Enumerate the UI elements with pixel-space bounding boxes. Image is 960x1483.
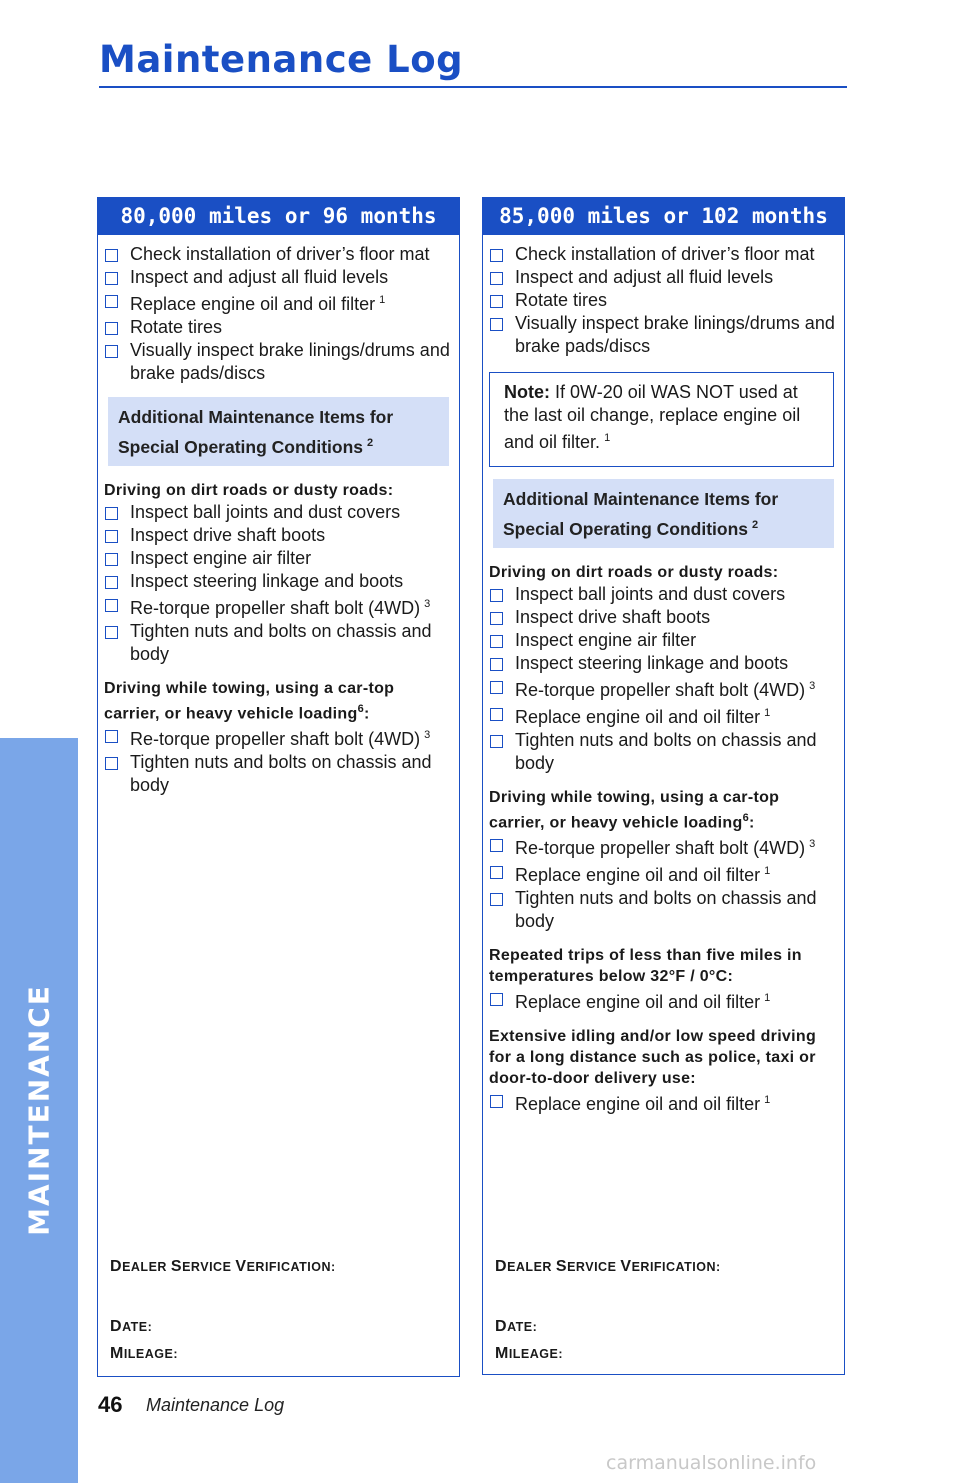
- condition-heading-text: Repeated trips of less than five miles in temperatures below 32°F / 0°C:: [489, 947, 802, 986]
- checklist-item-text: Inspect and adjust all fluid levels: [130, 267, 389, 287]
- colon: :: [364, 705, 370, 723]
- checklist-item: [489, 702, 838, 729]
- column-header: 80,000 miles or 96 months: [97, 197, 460, 235]
- checklist-item: [104, 339, 453, 385]
- dealer-verification-label: [110, 1258, 336, 1276]
- checklist-item-text: Inspect ball joints and dust covers: [515, 583, 786, 604]
- checklist-item-text: Inspect steering linkage and boots: [130, 570, 404, 591]
- checklist-item-text: Tighten nuts and bolts on chassis and body: [130, 620, 432, 664]
- checklist-item-text: Tighten nuts and bolts on chassis and body: [515, 888, 817, 932]
- checklist-item-text: Re-torque propeller shaft bolt (4WD): [515, 679, 806, 700]
- watermark: carmanualsonline.info: [606, 1452, 817, 1474]
- checklist-item-text: Inspect engine air filter: [130, 547, 312, 568]
- condition-heading: [489, 945, 838, 987]
- footnote-ref: 1: [764, 1094, 771, 1107]
- checkbox-icon[interactable]: [105, 295, 118, 308]
- mileage-label: [110, 1345, 178, 1363]
- column-body: [483, 235, 844, 1116]
- checklist-item-text: Replace engine oil and oil filter: [515, 992, 761, 1013]
- colon: :: [749, 814, 755, 832]
- checklist-item-text: Inspect steering linkage and boots: [515, 652, 789, 673]
- date-text: DATE:: [495, 1318, 538, 1335]
- condition-heading: [104, 678, 453, 724]
- checklist-item: [489, 1089, 838, 1116]
- mileage-label: [495, 1345, 563, 1363]
- dealer-verification-text: DEALER SERVICE VERIFICATION:: [110, 1258, 336, 1275]
- checklist-item-text: Tighten nuts and bolts on chassis and body: [130, 752, 432, 796]
- checkbox-icon[interactable]: [105, 345, 118, 358]
- checkbox-icon[interactable]: [490, 635, 503, 648]
- footnote-ref: 3: [809, 838, 816, 851]
- checklist-item: [489, 860, 838, 887]
- checklist-item-text: Re-torque propeller shaft bolt (4WD): [515, 838, 806, 859]
- footnote-ref: 3: [424, 597, 431, 610]
- checkbox-icon[interactable]: [105, 507, 118, 520]
- condition-heading: [489, 562, 838, 583]
- checklist-item: [104, 593, 453, 620]
- checkbox-icon[interactable]: [105, 626, 118, 639]
- checkbox-icon[interactable]: [490, 893, 503, 906]
- footnote-ref: 2: [752, 519, 759, 531]
- mileage-text: MILEAGE:: [110, 1345, 179, 1362]
- footnote-ref: 2: [367, 437, 374, 449]
- checklist-item: [489, 629, 838, 652]
- condition-heading: [489, 1026, 838, 1089]
- checklist-item: [489, 243, 838, 266]
- checklist-item: [489, 887, 838, 933]
- footnote-ref: 6: [357, 702, 364, 715]
- footnote-ref: 3: [424, 729, 431, 742]
- checkbox-icon[interactable]: [105, 757, 118, 770]
- checklist-item-text: Rotate tires: [130, 317, 223, 337]
- checkbox-icon[interactable]: [490, 1095, 503, 1108]
- footnote-ref: 1: [379, 294, 386, 306]
- checklist-item: [104, 620, 453, 666]
- checkbox-icon[interactable]: [490, 993, 503, 1006]
- checklist-item-text: Inspect and adjust all fluid levels: [515, 267, 774, 287]
- column-header: 85,000 miles or 102 months: [482, 197, 845, 235]
- checklist-item: [489, 312, 838, 358]
- footnote-ref: 1: [604, 432, 611, 444]
- checkbox-icon[interactable]: [490, 272, 503, 285]
- checklist-item-text: Re-torque propeller shaft bolt (4WD): [130, 597, 421, 618]
- additional-items-box: [493, 479, 834, 548]
- checklist-item: [104, 316, 453, 339]
- checklist-item-text: Visually inspect brake linings/drums and brake pads/discs: [515, 313, 835, 356]
- checklist-item: [489, 289, 838, 312]
- checklist-item-text: Visually inspect brake linings/drums and brake pads/discs: [130, 340, 450, 383]
- additional-items-box: [108, 397, 449, 466]
- checklist-item: [104, 266, 453, 289]
- checkbox-icon[interactable]: [105, 599, 118, 612]
- condition-groups: [104, 480, 453, 797]
- log-column-85k: [482, 197, 845, 1375]
- checklist-item-text: Rotate tires: [515, 290, 608, 310]
- checklist-item: [104, 724, 453, 751]
- checklist-item: [104, 570, 453, 593]
- date-label: [110, 1318, 152, 1336]
- checklist-item: [104, 243, 453, 266]
- checklist-item: [104, 547, 453, 570]
- condition-heading: [489, 787, 838, 833]
- note-label: Note:: [504, 382, 550, 402]
- checklist-item-text: Re-torque propeller shaft bolt (4WD): [130, 729, 421, 750]
- footnote-ref: 1: [764, 865, 771, 878]
- checklist-item-text: Replace engine oil and oil filter: [515, 1094, 761, 1115]
- checklist-item-text: Replace engine oil and oil filter: [515, 865, 761, 886]
- footnote-ref: 1: [764, 706, 771, 719]
- checklist-item-text: Inspect engine air filter: [515, 629, 697, 650]
- mileage-text: MILEAGE:: [495, 1345, 564, 1362]
- checklist-item-text: Check installation of driver’s floor mat: [130, 244, 430, 264]
- dealer-verification-text: DEALER SERVICE VERIFICATION:: [495, 1258, 721, 1275]
- checklist-item: [489, 652, 838, 675]
- log-column-80k: [97, 197, 460, 1377]
- item-list: [104, 243, 453, 385]
- checkbox-icon[interactable]: [490, 589, 503, 602]
- condition-groups: [489, 562, 838, 1116]
- checkbox-icon[interactable]: [490, 318, 503, 331]
- note-box: [489, 372, 834, 467]
- checklist-item: [104, 289, 453, 316]
- condition-heading-text: Driving while towing, using a car-top carrier, or heavy vehicle loading: [104, 679, 395, 723]
- additional-items-title: Additional Maintenance Items for Special Operating Conditions: [118, 407, 394, 457]
- checkbox-icon[interactable]: [490, 658, 503, 671]
- checklist-item: [489, 675, 838, 702]
- checklist-item: [489, 987, 838, 1014]
- checkbox-icon[interactable]: [490, 708, 503, 721]
- condition-heading-text: Extensive idling and/or low speed driving for a long distance such as police, taxi or door-to-door delivery use:: [489, 1028, 817, 1088]
- condition-heading-text: Driving on dirt roads or dusty roads:: [489, 563, 779, 581]
- checklist-item: [104, 524, 453, 547]
- title-divider: [99, 86, 847, 88]
- checkbox-icon[interactable]: [490, 612, 503, 625]
- item-list: [489, 243, 838, 358]
- checklist-item-text: Replace engine oil and oil filter: [130, 294, 376, 314]
- condition-heading-text: Driving on dirt roads or dusty roads:: [104, 481, 394, 499]
- checkbox-icon[interactable]: [490, 681, 503, 694]
- checkbox-icon[interactable]: [490, 295, 503, 308]
- page-title: Maintenance Log: [99, 38, 464, 81]
- side-tab-label: MAINTENANCE: [22, 984, 56, 1236]
- checklist-item-text: Inspect ball joints and dust covers: [130, 501, 401, 522]
- checklist-item-text: Inspect drive shaft boots: [130, 524, 326, 545]
- additional-items-title: Additional Maintenance Items for Special Operating Conditions: [503, 489, 779, 539]
- checklist-item: [489, 583, 838, 606]
- footnote-ref: 1: [764, 992, 771, 1005]
- checklist-item-text: Check installation of driver’s floor mat: [515, 244, 815, 264]
- checklist-item: [489, 729, 838, 775]
- checkbox-icon[interactable]: [105, 730, 118, 743]
- page-number: 46: [98, 1392, 123, 1417]
- checkbox-icon[interactable]: [490, 866, 503, 879]
- checkbox-icon[interactable]: [105, 576, 118, 589]
- checkbox-icon[interactable]: [105, 322, 118, 335]
- dealer-verification-label: [495, 1258, 721, 1276]
- condition-heading-text: Driving while towing, using a car-top carrier, or heavy vehicle loading: [489, 788, 780, 832]
- footnote-ref: 6: [742, 811, 749, 824]
- checklist-item: [489, 266, 838, 289]
- checkbox-icon[interactable]: [105, 272, 118, 285]
- checkbox-icon[interactable]: [490, 735, 503, 748]
- note-text: If 0W-20 oil WAS NOT used at the last oil change, replace engine oil and oil filter.: [504, 382, 801, 452]
- checklist-item: [489, 606, 838, 629]
- footnote-ref: 3: [809, 679, 816, 692]
- footer-section-title: Maintenance Log: [146, 1395, 285, 1415]
- condition-heading: [104, 480, 453, 501]
- checklist-item: [104, 501, 453, 524]
- checklist-item-text: Inspect drive shaft boots: [515, 606, 711, 627]
- checklist-item: [489, 833, 838, 860]
- checkbox-icon[interactable]: [105, 249, 118, 262]
- checkbox-icon[interactable]: [105, 530, 118, 543]
- checklist-item-text: Tighten nuts and bolts on chassis and body: [515, 729, 817, 773]
- checkbox-icon[interactable]: [490, 249, 503, 262]
- checklist-item: [104, 751, 453, 797]
- date-text: DATE:: [110, 1318, 153, 1335]
- date-label: [495, 1318, 537, 1336]
- checklist-item-text: Replace engine oil and oil filter: [515, 706, 761, 727]
- checkbox-icon[interactable]: [105, 553, 118, 566]
- column-body: [98, 235, 459, 797]
- checkbox-icon[interactable]: [490, 839, 503, 852]
